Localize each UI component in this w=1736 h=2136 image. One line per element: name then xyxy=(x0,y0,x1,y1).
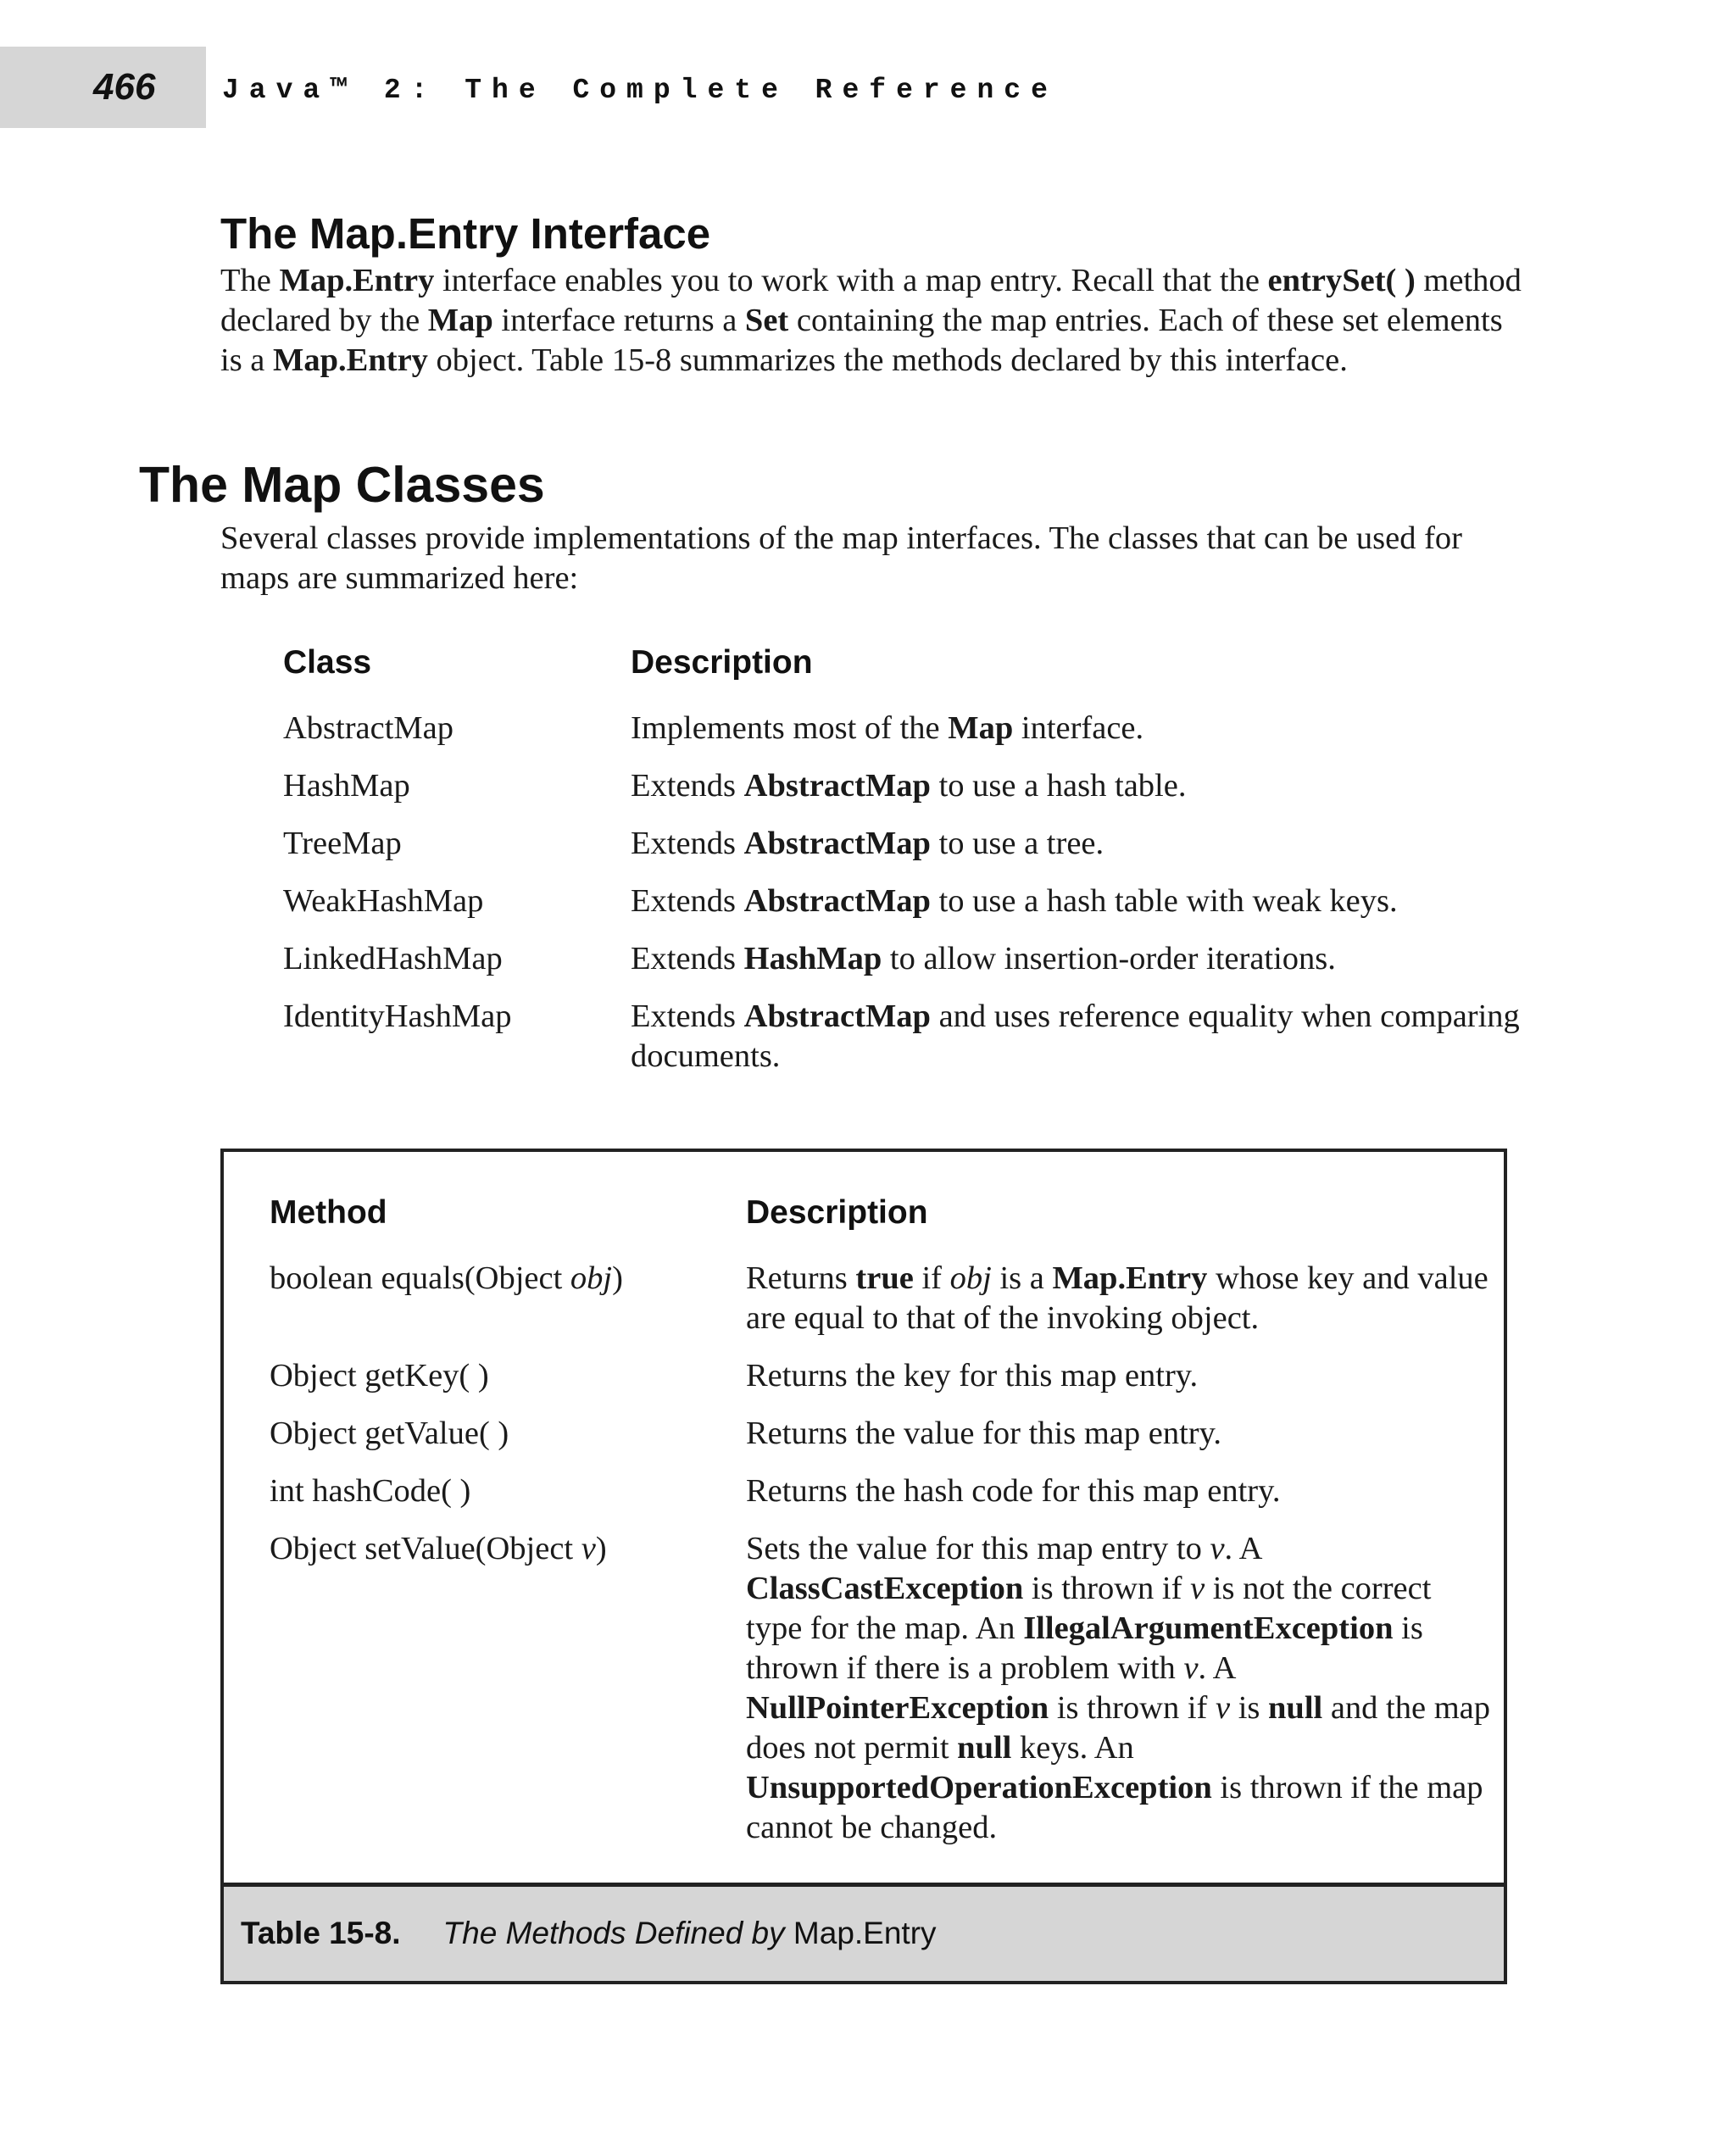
running-title: Java™ 2: The Complete Reference xyxy=(222,75,1058,106)
class-name: AbstractMap xyxy=(283,710,453,746)
class-name: LinkedHashMap xyxy=(283,941,503,976)
caption-label: Table 15-8. xyxy=(241,1916,401,1950)
methods-table-box xyxy=(220,1149,1507,1984)
class-name: TreeMap xyxy=(283,826,402,861)
method-column-header: Method xyxy=(270,1194,387,1231)
class-name: WeakHashMap xyxy=(283,883,484,919)
map-entry-paragraph: The Map.Entry interface enables you to work with a map entry. Recall that the entrySet( ) method declared by the Map interface returns a Set containing the map entries. Each of these set elements is a Map.Entry object. Table 15-8 summarizes the methods declared by this interface. xyxy=(220,263,1522,378)
method-signature: boolean equals(Object obj) xyxy=(270,1260,623,1296)
method-description-column-header: Description xyxy=(746,1194,928,1231)
class-name: IdentityHashMap xyxy=(283,998,512,1034)
table-caption xyxy=(241,1916,937,1951)
method-description: Returns the hash code for this map entry. xyxy=(746,1473,1281,1509)
class-description: Extends AbstractMap to use a hash table. xyxy=(631,768,1187,804)
class-description: Extends AbstractMap to use a tree. xyxy=(631,826,1104,861)
map-classes-paragraph: Several classes provide implementations of the map interfaces. The classes that can be used for maps are summarized here: xyxy=(220,520,1462,596)
method-description: Returns true if obj is a Map.Entry whose key and value are equal to that of the invoking object. xyxy=(746,1260,1488,1336)
method-description: Returns the value for this map entry. xyxy=(746,1416,1221,1451)
caption-interface-name: Map.Entry xyxy=(793,1916,937,1950)
method-signature: Object getKey( ) xyxy=(270,1358,489,1393)
map-classes-heading: The Map Classes xyxy=(139,457,545,513)
class-description: Extends AbstractMap and uses reference equality when comparing documents. xyxy=(631,998,1520,1074)
method-signature: int hashCode( ) xyxy=(270,1473,471,1509)
table-caption-bar xyxy=(224,1883,1504,1981)
method-description: Returns the key for this map entry. xyxy=(746,1358,1199,1393)
description-column-header: Description xyxy=(631,644,813,681)
class-name: HashMap xyxy=(283,768,410,804)
class-description: Extends HashMap to allow insertion-order iterations. xyxy=(631,941,1336,976)
class-description: Extends AbstractMap to use a hash table with weak keys. xyxy=(631,883,1398,919)
class-column-header: Class xyxy=(283,644,372,681)
method-signature: Object setValue(Object v) xyxy=(270,1531,607,1566)
map-entry-heading: The Map.Entry Interface xyxy=(220,209,711,258)
class-description: Implements most of the Map interface. xyxy=(631,710,1144,746)
method-signature: Object getValue( ) xyxy=(270,1416,509,1451)
caption-italic-text: The Methods Defined by xyxy=(442,1916,785,1950)
page-number: 466 xyxy=(93,66,156,108)
method-description: Sets the value for this map entry to v. A ClassCastException is thrown if v is not the correct type for the map. An IllegalArgumentException is thrown if there is a problem with v. A NullPointerException is thrown if v is null and the map does not permit null keys. An UnsupportedOperationException is thrown if the map cannot be changed. xyxy=(746,1531,1491,1845)
